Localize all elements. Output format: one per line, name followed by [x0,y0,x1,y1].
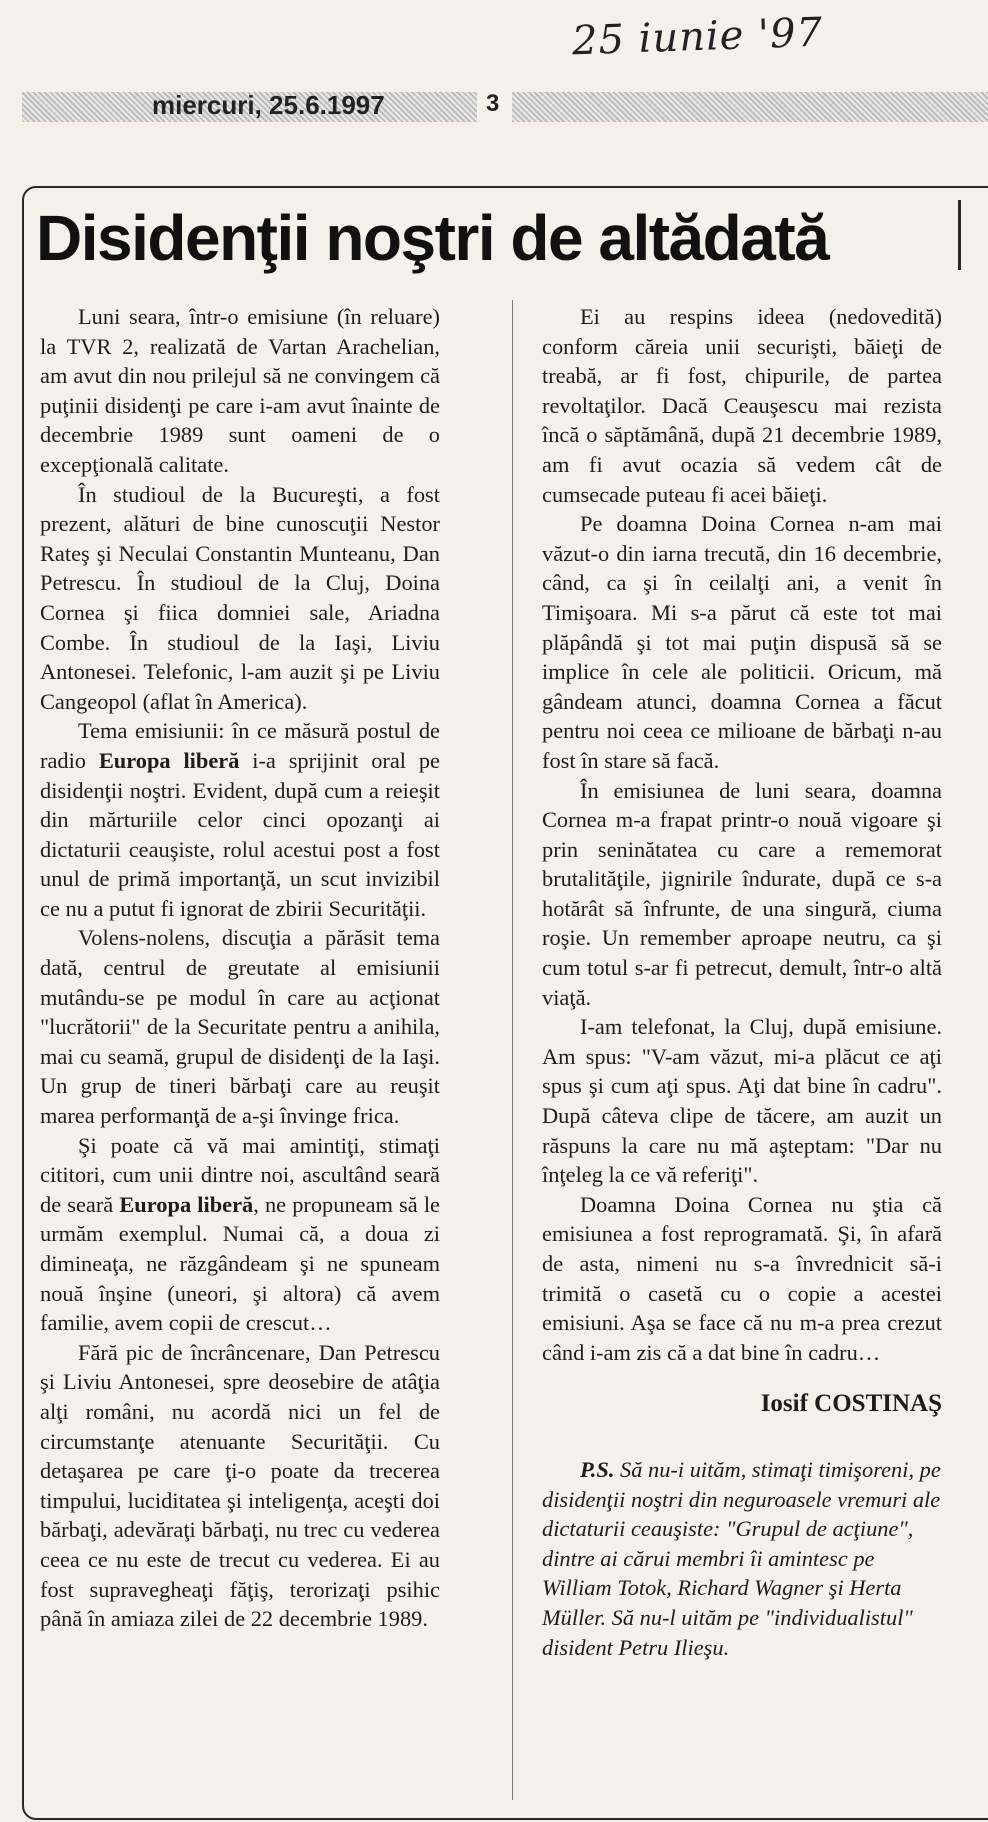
article-title: Disidenţii noştri de altădată [36,202,829,274]
postscript [542,1455,942,1662]
header-hatch-bar-right [512,92,988,122]
postscript-label: P.S. [580,1456,615,1482]
bold-radio-name: Europa liberă [119,1191,254,1217]
paragraph: Pe doamna Doina Cornea n-am mai văzut-o din iarna trecută, din 16 decembrie, când, ca şi în ceilalţi ani, a venit în Timişoara. Mi s-a părut că este tot mai plăpândă şi tot mai puţin dispusă să se implice în cele ale politicii. Oricum, mă gândeam atunci, doamna Cornea a făcut pentru noi ceea ce milioane de bărbaţi n-au fost în stare să facă. [542,511,942,773]
paragraph: I-am telefonat, la Cluj, după emisiune. Am spus: "V-am văzut, mi-a plăcut ce aţi spus şi cum aţi spus. Aţi dat bine în cadru". După câteva clipe de tăcere, am auzit un răspuns la care nu mă aşteptam: "Dar nu înţeleg la ce vă referiţi". [542,1014,942,1188]
left-column [40,302,440,1634]
paragraph: Doamna Doina Cornea nu ştia că emisiunea a fost reprogramată. Şi, în afară de asta, nimeni nu s-a învrednicit să-i trimită o casetă cu o copie a acestei emisiuni. Aşa se face că nu m-a prea crezut când i-am zis că a dat bine în cadru… [542,1191,942,1365]
paragraph: În emisiunea de luni seara, doamna Cornea m-a frapat printr-o nouă vigoare şi prin seninătatea cu care a rememorat brutalităţile, jignirile îndurate, după ce s-a hotărât să înfrunte, de una singură, ciuma roşie. Un remember aproape neutru, ca şi cum totul s-ar fi petrecut, demult, într-o altă viaţă. [542,777,942,1010]
paragraph: Volens-nolens, discuţia a părăsit tema dată, centrul de greutate al emisiunii mutându-se pe modul în care au acţionat "lucrătorii" de la Securitate pentru a anihila, mai cu seamă, grupul de disidenţi de la Iaşi. Un grup de tineri bărbaţi care au reuşit marea performanţă de a-şi învinge frica. [40,925,440,1129]
paragraph: Luni seara, într-o emisiune (în reluare) la TVR 2, realizată de Vartan Arachelian, am avut din nou prilejul să ne convingem că puţinii disidenţi pe care i-am avut înainte de decembrie 1989 sunt oameni de o excepţională calitate. [40,304,440,477]
title-rule [958,200,961,270]
paragraph: În studioul de la Bucureşti, a fost prezent, alături de bine cunoscuţii Nestor Rateş şi Neculai Constantin Munteanu, Dan Petrescu. În studioul de la Cluj, Doina Cornea şi fiica domniei sale, Ariadna Combe. În studioul de la Iaşi, Liviu Antonesei. Telefonic, l-am auzit şi pe Liviu Cangeopol (aflat în America). [40,481,440,714]
paragraph: Şi poate că vă mai amintiţi, stimaţi cititori, cum unii dintre noi, ascultând seară de seară Europa liberă, ne propuneam să le urmăm exemplul. Numai că, a doua zi dimineaţa, ne răzgândeam şi ne spuneam nouă înşine (uneori, şi altora) că avem familie, avem copii de crescut… [40,1132,440,1336]
handwritten-date-note: 25 iunie '97 [571,9,824,65]
paragraph: Tema emisiunii: în ce măsură postul de radio Europa liberă i-a sprijinit oral pe disidenţii noştri. Evident, după cum a reieşit din mărturiile celor cinci opozanţi ai dictaturii ceauşiste, rolul acestui post a fost unul de primă importanţă, un scut invizibil ce nu a putut fi ignorat de zbirii Securităţii. [40,718,440,921]
postscript-text: Să nu-i uităm, stimaţi timişoreni, pe disidenţii noştri din neguroasele vremuri ale dictaturii ceauşiste: "Grupul de acţiune", dintre ai cărui membri îi amintesc pe William Totok, Richard Wagner şi Herta Müller. Să nu-l uităm pe "individualistul" disident Petru Ilieşu. [542,1456,941,1660]
page-number: 3 [486,90,500,117]
paragraph: Fără pic de încrâncenare, Dan Petrescu şi Liviu Antonesei, spre deosebire de atâţia alţi români, nu acordă nici un fel de circumstanţe atenuante Securităţii. Cu detaşarea pe care ţi-o poate da trecerea timpului, luciditatea şi inteligenţa, aceşti doi bărbaţi, adevăraţi bărbaţi, nu trec cu vederea ceea ce nu este de trecut cu vederea. Ei au fost supravegheaţi făţiş, terorizaţi psihic până în amiaza zilei de 22 decembrie 1989. [40,1339,440,1632]
column-divider [512,300,513,1800]
right-column [542,302,942,1662]
paragraph: Ei au respins ideea (nedovedită) conform căreia unii securişti, băieţi de treabă, ar fi fost, chipurile, de partea revoltaţilor. Dacă Ceauşescu mai rezista încă o săptămână, după 21 decembrie 1989, am fi avut ocazia să vedem cât de cumsecade puteau fi acei băieţi. [542,304,942,507]
header-date: miercuri, 25.6.1997 [152,90,385,120]
bold-radio-name: Europa liberă [98,747,240,773]
author-signature: Iosif COSTINAŞ [760,1390,942,1418]
